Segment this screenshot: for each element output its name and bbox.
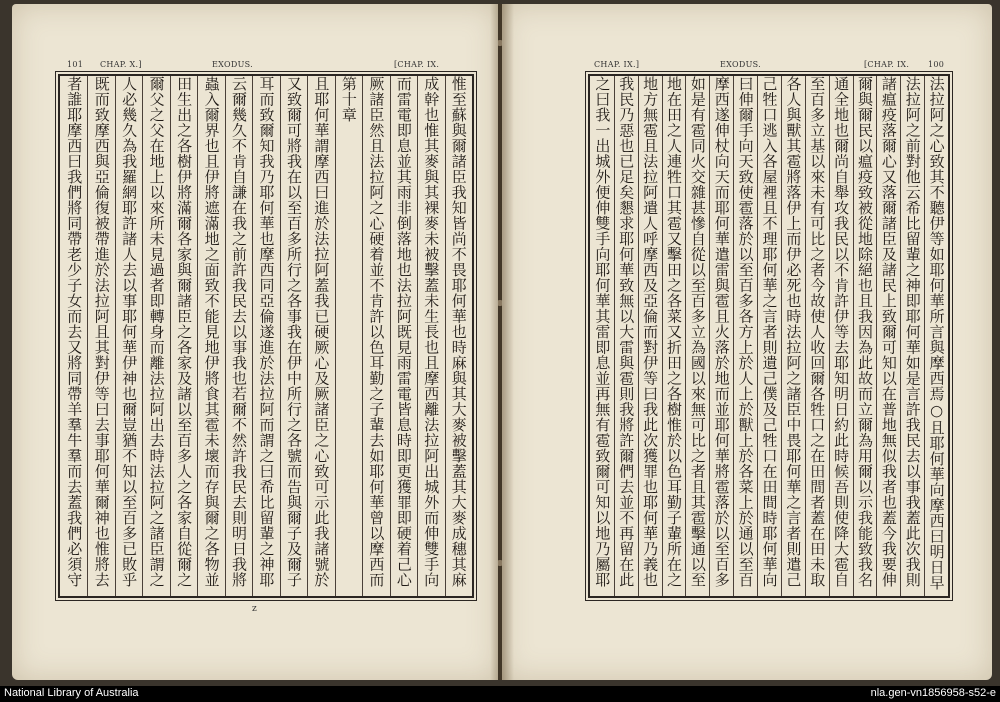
column-rule: [252, 76, 253, 596]
column-rule: [225, 76, 226, 596]
right-chapter-right: [CHAP. IX.: [864, 60, 910, 69]
column-rule: [390, 76, 391, 596]
column-rule: [307, 76, 308, 596]
text-column: 田生出之各樹伊將滿爾各家與爾諸臣之各家及諸以至百多人之各家自從爾之: [175, 76, 194, 588]
column-rule: [805, 76, 806, 596]
column-rule: [417, 76, 418, 596]
footer-bar: [0, 686, 1000, 702]
text-column: 第十章: [339, 76, 358, 123]
text-column: 己牲口逃入各屋裡且不理耶何華之言者則遺己僕及己牲口在田間時耶何華向: [760, 76, 779, 588]
binding-stitch: [498, 560, 502, 566]
text-column: 蟲入爾界也且伊將遮滿地之面致不能見地伊將食其雹未壞而存與爾之各物並: [202, 76, 221, 588]
left-running-title: EXODUS.: [212, 60, 253, 69]
column-rule: [853, 76, 854, 596]
text-column: 各人與獸其雹將落伊上而伊必死也時法拉阿之諸臣中畏耶何華之言者則遣己: [784, 76, 803, 588]
column-rule: [662, 76, 663, 596]
right-running-title: EXODUS.: [720, 60, 761, 69]
column-rule: [142, 76, 143, 596]
column-rule: [638, 76, 639, 596]
column-rule: [335, 76, 336, 596]
text-column: 如是有雹同火交雜甚慘自從以至百多立為國以來無可比之者且其雹擊通以至: [688, 76, 707, 588]
column-rule: [170, 76, 171, 596]
column-rule: [614, 76, 615, 596]
right-page: [502, 4, 992, 680]
column-rule: [733, 76, 734, 596]
column-rule: [924, 76, 925, 596]
left-page-number: 101: [67, 60, 84, 69]
footer-identifier: nla.gen-vn1856958-s52-e: [870, 687, 996, 699]
footer-source: National Library of Australia: [4, 687, 139, 699]
binding-stitch: [498, 40, 502, 46]
left-page: [12, 4, 498, 680]
column-rule: [87, 76, 88, 596]
text-column: 人必幾久為我羅網耶許諸人去以事耶何華伊神也爾豈猶不知以至百多已敗乎: [120, 76, 139, 588]
column-rule: [280, 76, 281, 596]
binding-stitch: [498, 300, 502, 306]
text-column: 成幹也惟其麥與其裸麥未被擊蓋未生長也且摩西離法拉阿出城外而伸雙手向: [422, 76, 441, 588]
text-column: 惟至蘇與爾諸臣我知皆尚不畏耶何華也時麻與其大麥被擊蓋其大麥成穗其麻: [449, 76, 468, 588]
column-rule: [829, 76, 830, 596]
text-column: 通全地也爾尚自舉攻我民以不肯許伊等去耶知明日約此時候吾則使降大雹自: [832, 76, 851, 588]
text-column: 諸瘟疫落爾心又落爾諸臣及諸民上致爾可知以在普地無似我者也蓋今我要伸: [879, 76, 898, 588]
text-column: 者誰耶摩西曰我們將同帶老少子女而去又將同帶羊羣牛羣而去蓋我們必須守: [65, 76, 84, 588]
text-column: 厥諸臣然且法拉阿之心硬着並不肯許以色耳勤之子輩去如耶何華曾以摩西而: [367, 76, 386, 588]
column-rule: [445, 76, 446, 596]
book-gutter: [490, 4, 514, 680]
text-column: 爾父之父在地上以來所未見過者即轉身而離法拉阿出去時法拉阿之諸臣謂之: [147, 76, 166, 588]
column-rule: [757, 76, 758, 596]
text-column: 地在田之人連牲口其雹又擊田之各菜又折田之各樹惟於以色耳勤子輩所在之: [665, 76, 684, 588]
text-column: 而雷電即息並其雨非倒落地也法拉阿既見雨雷電皆息時即更獲罪即硬着己心: [394, 76, 413, 588]
text-column: 之曰我一出城外便伸雙手向耶何華其雷即息並再無有雹致爾可知以地乃屬耶: [593, 76, 612, 588]
left-text-frame: [58, 74, 474, 598]
text-column: 地方無雹且法拉阿遣人呼摩西及亞倫而對伊等曰我此次獲罪也耶何華乃義也: [641, 76, 660, 588]
right-page-number: 100: [928, 60, 945, 69]
column-rule: [876, 76, 877, 596]
right-chapter-left: CHAP. IX.]: [594, 60, 640, 69]
text-column: 摩西遂伸杖向天而耶何華遣雷與雹且火落於地而並耶何華將雹落於以至百多: [712, 76, 731, 588]
text-column: 曰伸爾手向天致使雹落於以至百多各方上於人上於獸上於各菜上於通以至百: [736, 76, 755, 588]
column-rule: [362, 76, 363, 596]
text-column: 耳而致爾知我乃耶何華也摩西同亞倫遂進於法拉阿而謂之曰希比留輩之神耶: [257, 76, 276, 588]
text-column: 爾與爾民以瘟疫致被從地除絕也且我因為此故而立爾為用爾以示我能致我名: [855, 76, 874, 588]
left-chapter-right: [CHAP. IX.: [394, 60, 440, 69]
text-column: 我民乃惡也已足矣懇求耶何華致無以大雷與雹則我將許爾們去並不再留在此: [617, 76, 636, 588]
column-rule: [781, 76, 782, 596]
text-column: 又致爾可將我在以至百多所行之各事我在伊中所行之各號而告與爾子及爾子: [284, 76, 303, 588]
column-rule: [197, 76, 198, 596]
column-rule: [115, 76, 116, 596]
text-column: 法拉阿之心致其不聽伊等如耶何華所言與摩西焉○且耶何華向摩西曰明日早: [927, 76, 946, 591]
text-column: 云爾幾久不肯自謙在我之前許我民去以事我也若爾不然許我民去則明日我將: [230, 76, 249, 588]
text-column: 法拉阿之前對他云希比留輩之神即耶何華如是言許我民去以事我蓋此次我則: [903, 76, 922, 588]
left-chapter-left: CHAP. X.]: [100, 60, 142, 69]
right-text-frame: [588, 74, 950, 598]
text-column: 至百多立基以來未有可比之者今故使人收回爾各牲口之在田間者蓋在田未取: [808, 76, 827, 588]
text-column: 既而致摩西與亞倫復被帶進於法拉阿且其對伊等曰去事耶何華爾神也惟將去: [92, 76, 111, 588]
column-rule: [900, 76, 901, 596]
column-rule: [709, 76, 710, 596]
column-rule: [685, 76, 686, 596]
left-signature-mark: z: [252, 604, 257, 614]
text-column: 且耶何華謂摩西曰進於法拉阿蓋我已硬厥心及厥諸臣之心致可示此我諸號於: [312, 76, 331, 588]
